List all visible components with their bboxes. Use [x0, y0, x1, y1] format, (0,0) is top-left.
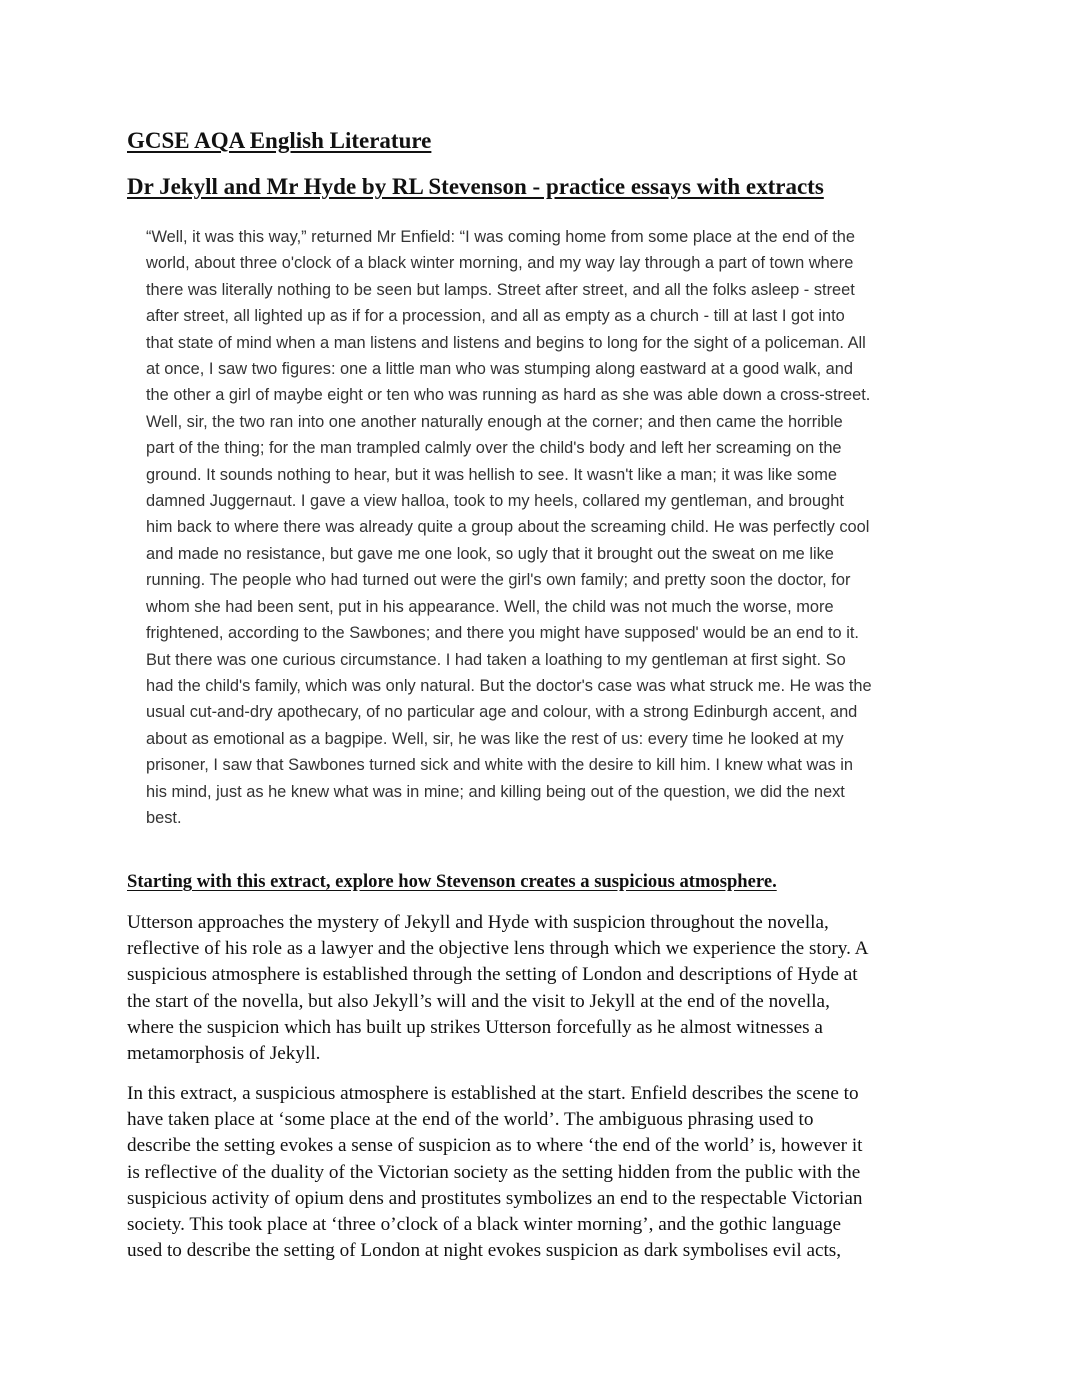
paragraph-line: suspicious atmosphere is established through the setting of London and descriptions of Hyde at: [127, 964, 858, 986]
extract-line: ground. It sounds nothing to hear, but it was hellish to see. It wasn't like a man; it was like some: [146, 465, 837, 484]
paragraph-line: describe the setting evokes a sense of suspicion as to where ‘the end of the world’ is, however it: [127, 1135, 863, 1157]
extract-line: him back to where there was already quite a group about the screaming child. He was perfectly cool: [146, 518, 870, 537]
paragraph-line: reflective of his role as a lawyer and the objective lens through which we experience the story. A: [127, 938, 869, 960]
essay-paragraph-2: [127, 1081, 967, 1264]
extract-line: running. The people who had turned out were the girl's own family; and pretty soon the doctor, for: [146, 571, 851, 590]
extract-line: usual cut-and-dry apothecary, of no particular age and colour, with a strong Edinburgh accent, and: [146, 703, 858, 722]
paragraph-line: society. This took place at ‘three o’clock of a black winter morning’, and the gothic language: [127, 1214, 841, 1236]
extract-line: the other a girl of maybe eight or ten who was running as hard as she was able down a cross-street.: [146, 386, 871, 405]
essay-question: Starting with this extract, explore how Stevenson creates a suspicious atmosphere.: [127, 871, 777, 892]
paragraph-line: where the suspicion which has built up strikes Utterson forcefully as he almost witnesses a: [127, 1016, 823, 1038]
extract-line: there was literally nothing to be seen but lamps. Street after street, and all the folks asleep - street: [146, 280, 855, 299]
extract-line: his mind, just as he knew what was in mine; and killing being out of the question, we did the next: [146, 782, 845, 801]
extract-line: that state of mind when a man listens and listens and begins to long for the sight of a policeman. All: [146, 333, 866, 352]
extract-line: But there was one curious circumstance. I had taken a loathing to my gentleman at first sight. So: [146, 650, 846, 669]
extract-line: had the child's family, which was only natural. But the doctor's case was what struck me. He was the: [146, 676, 872, 695]
paragraph-line: used to describe the setting of London at night evokes suspicion as dark symbolises evil acts,: [127, 1240, 842, 1262]
extract-line: Well, sir, the two ran into one another naturally enough at the corner; and then came the horrible: [146, 412, 843, 431]
paragraph-line: Utterson approaches the mystery of Jekyll and Hyde with suspicion throughout the novella,: [127, 912, 829, 933]
extract-line: part of the thing; for the man trampled calmly over the child's body and left her screaming on the: [146, 439, 842, 458]
extract-line: best.: [146, 808, 182, 827]
extract-line: about as emotional as a bagpipe. Well, sir, he was like the rest of us: every time he looked at my: [146, 729, 844, 748]
document-title: GCSE AQA English Literature: [127, 128, 432, 153]
essay-paragraph-1: [127, 910, 967, 1067]
extract-line: frightened, according to the Sawbones; and there you might have supposed' would be an end to it.: [146, 624, 859, 643]
extract-line: at once, I saw two figures: one a little man who was stumping along eastward at a good walk, and: [146, 360, 854, 379]
paragraph-line: the start of the novella, but also Jekyll’s will and the visit to Jekyll at the end of the novella,: [127, 990, 830, 1012]
paragraph-line: In this extract, a suspicious atmosphere is established at the start. Enfield describes the scene to: [127, 1083, 859, 1104]
extract-line: whom she had been sent, put in his appearance. Well, the child was not much the worse, more: [146, 597, 834, 616]
extract-line: after street, all lighted up as if for a procession, and all as empty as a church - till at last I got into: [146, 307, 845, 326]
paragraph-line: is reflective of the duality of the Victorian society as the setting hidden from the public with the: [127, 1161, 861, 1183]
document-subtitle: Dr Jekyll and Mr Hyde by RL Stevenson - practice essays with extracts: [127, 174, 824, 199]
extract-line: world, about three o'clock of a black winter morning, and my way lay through a part of town where: [146, 254, 854, 273]
paragraph-line: suspicious activity of opium dens and prostitutes symbolizes an end to the respectable Victorian: [127, 1187, 863, 1209]
extract-line: prisoner, I saw that Sawbones turned sick and white with the desire to kill him. I knew what was in: [146, 756, 853, 775]
extract-line: and made no resistance, but gave me one look, so ugly that it brought out the sweat on me like: [146, 544, 834, 563]
paragraph-line: metamorphosis of Jekyll.: [127, 1043, 321, 1065]
extract-line: damned Juggernaut. I gave a view halloa, took to my heels, collared my gentleman, and brought: [146, 492, 844, 511]
paragraph-line: have taken place at ‘some place at the end of the world’. The ambiguous phrasing used to: [127, 1109, 814, 1131]
novel-extract: [146, 224, 936, 831]
extract-line: “Well, it was this way,” returned Mr Enfield: “I was coming home from some place at the end of the: [146, 228, 856, 246]
